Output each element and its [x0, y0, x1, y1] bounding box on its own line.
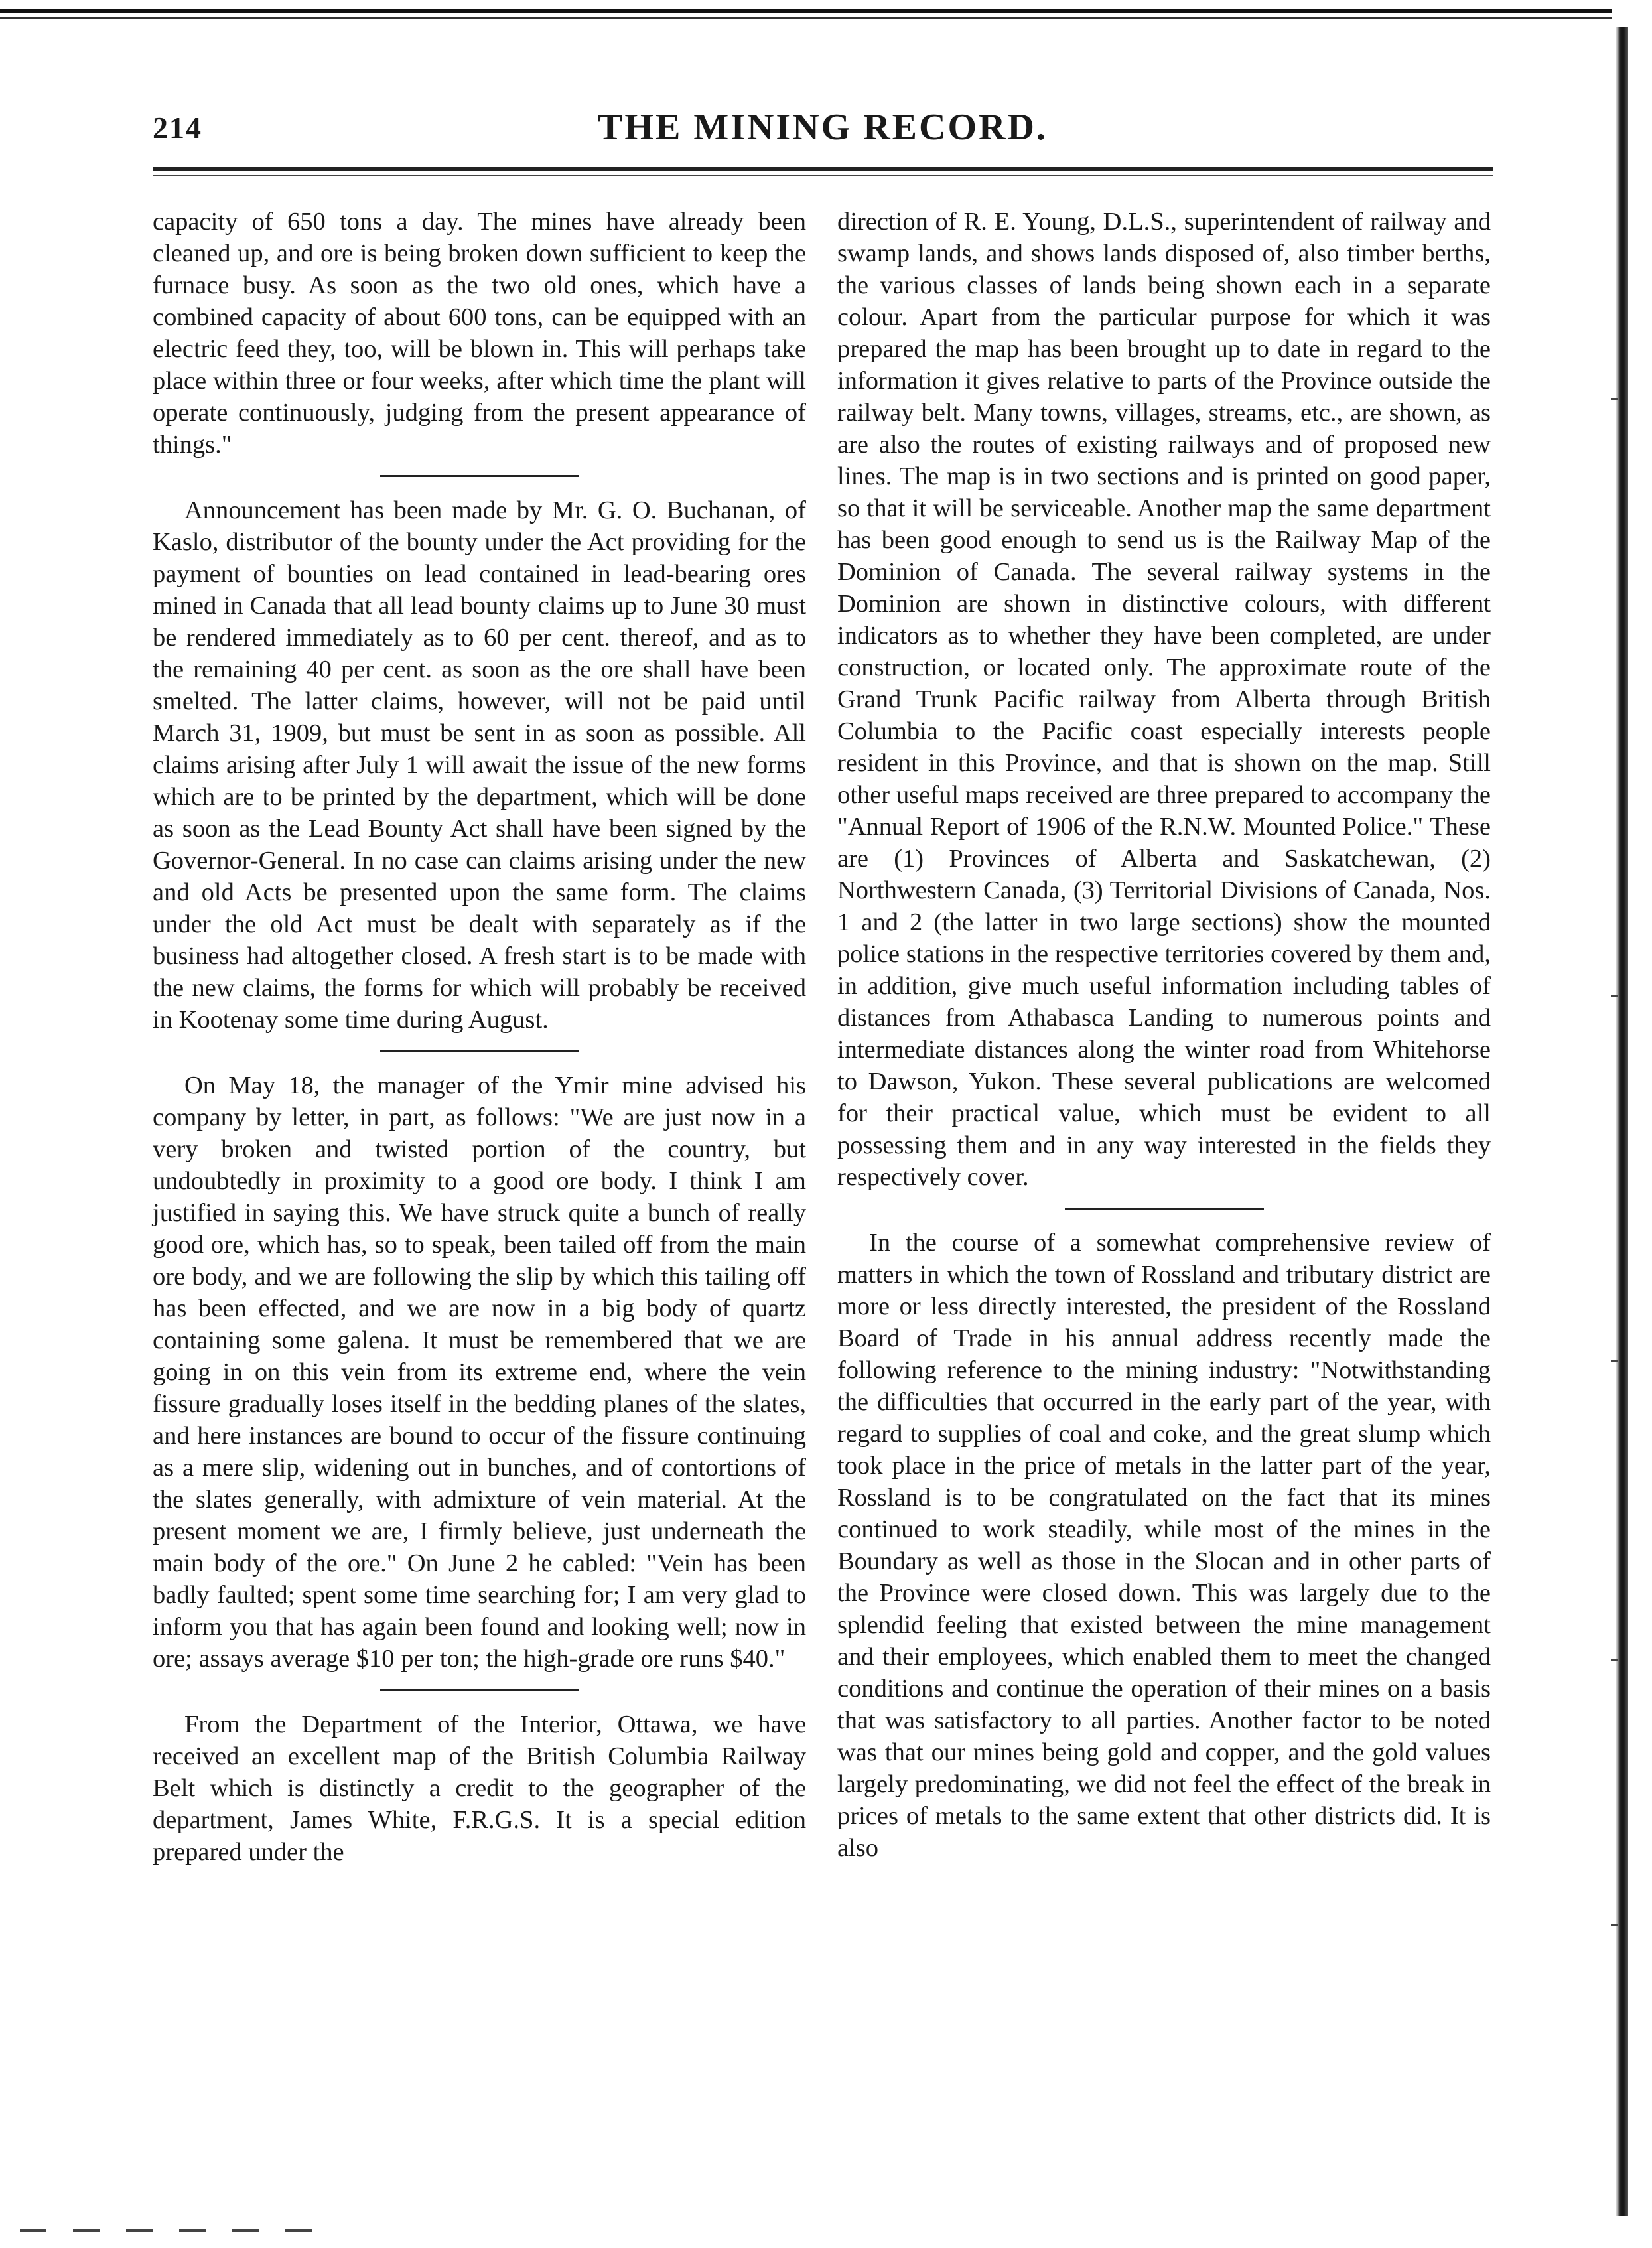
left-column [153, 206, 806, 1868]
binding-edge-tick [1611, 1659, 1618, 1661]
footer-marks [20, 2229, 325, 2232]
right-column [837, 206, 1491, 1864]
binding-edge-tick [1611, 1360, 1618, 1362]
header-rule-thin [153, 175, 1493, 176]
page-binding-edge [1616, 27, 1628, 2216]
header-rule [153, 167, 1493, 171]
binding-edge-tick [1611, 995, 1618, 997]
running-title: THE MINING RECORD. [598, 107, 1048, 148]
page-number: 214 [153, 111, 202, 145]
section-divider [380, 1050, 579, 1052]
article-paragraph: capacity of 650 tons a day. The mines have already been cleaned up, and ore is being broken down sufficient to keep the furnace busy. As soon as the two old ones, which have a combined capacity of about 600 tons, can be equipped with an electric feed they, too, will be blown in. This will perhaps take place within three or four weeks, after which time the plant will operate continuously, judging from the present appearance of things." [153, 208, 806, 458]
article-paragraph: direction of R. E. Young, D.L.S., superintendent of railway and swamp lands, and shows lands disposed of, also timber berths, the various classes of lands being shown each in a separate colour. Apart from the particular purpose for which it was prepared the map has been brought up to date in regard to the information it gives relative to parts of the Province outside the railway belt. Many towns, villages, streams, etc., are shown, as are also the routes of existing railways and of proposed new lines. The map is in two sections and is printed on good paper, so that it will be serviceable. Another map the same department has been good enough to send us is the Railway Map of the Dominion of Canada. The several railway systems in the Dominion are shown in distinctive colours, with different indicators as to whether they have been completed, are under construction, or located only. The approximate route of the Grand Trunk Pacific railway from Alberta through British Columbia to the Pacific coast especially interests people resident in this Province, and that is shown on the map. Still other useful maps received are three prepared to accompany the "Annual Report of 1906 of the R.N.W. Mounted Police." These are (1) Provinces of Alberta and Saskatchewan, (2) Northwestern Canada, (3) Territorial Divisions of Canada, Nos. 1 and 2 (the latter in two large sections) show the mounted police stations in the respective territories covered by them and, in addition, give much useful information including tables of distances from Athabasca Landing to numerous points and intermediate distances along the winter road from Whitehorse to Dawson, Yukon. These several publications are welcomed for their practical value, which must be evident to all possessing them and in any way interested in the fields they respectively cover. [837, 208, 1491, 1191]
section-divider [380, 475, 579, 477]
article-paragraph: On May 18, the manager of the Ymir mine advised his company by letter, in part, as follows: "We are just now in a very broken and twisted portion of the country, but undoubtedly in proximity to a good ore body. I think I am justified in saying this. We have struck quite a bunch of really good ore, which has, so to speak, been tailed off from the main ore body, and we are following the slip by which this tailing off has been effected, and we are now in a big body of quartz containing some galena. It must be remembered that we are going in on this vein from its extreme end, where the vein fissure gradually loses itself in the bedding planes of the slates, and here instances are bound to occur of the fissure continuing as a mere slip, widening out in bunches, and of contortions of the slates generally, with admixture of vein material. At the present moment we are, I firmly believe, just underneath the main body of the ore." On June 2 he cabled: "Vein has been badly faulted; spent some time searching for; I am very glad to inform you that has again been found and looking well; now in ore; assays average $10 per ton; the high-grade ore runs $40." [153, 1072, 806, 1673]
binding-edge-tick [1611, 398, 1618, 400]
article-paragraph: From the Department of the Interior, Ottawa, we have received an excellent map of the British Columbia Railway Belt which is distinctly a credit to the geographer of the department, James White, F.R.G.S. It is a special edition prepared under the [153, 1711, 806, 1866]
binding-edge-tick [1611, 1924, 1618, 1926]
top-border-rule-thin [0, 17, 1612, 19]
article-paragraph: Announcement has been made by Mr. G. O. Buchanan, of Kaslo, distributor of the bounty under the Act providing for the payment of bounties on lead contained in lead-bearing ores mined in Canada that all lead bounty claims up to June 30 must be rendered immediately as to 60 per cent. thereof, and as to the remaining 40 per cent. as soon as the ore shall have been smelted. The latter claims, however, will not be paid until March 31, 1909, but must be sent in as soon as possible. All claims arising after July 1 will await the issue of the new forms which are to be printed by the department, which will be done as soon as the Lead Bounty Act shall have been signed by the Governor-General. In no case can claims arising under the new and old Acts be presented upon the same form. The claims under the old Act must be dealt with separately as if the business had altogether closed. A fresh start is to be made with the new claims, the forms for which will probably be received in Kootenay some time during August. [153, 496, 806, 1034]
section-divider [380, 1689, 579, 1691]
top-border-rule [0, 9, 1612, 13]
section-divider [1065, 1208, 1264, 1210]
page-header [153, 106, 1493, 159]
article-paragraph: In the course of a somewhat comprehensive review of matters in which the town of Rossland and tributary district are more or less directly interested, the president of the Rossland Board of Trade in his annual address recently made the following reference to the mining industry: "Notwithstanding the difficulties that occurred in the early part of the year, with regard to supplies of coal and coke, and the great slump which took place in the price of metals in the latter part of the year, Rossland is to be congratulated on the fact that its mines continued to work steadily, while most of the mines in the Boundary as well as those in the Slocan and in other parts of the Province were closed down. This was largely due to the splendid feeling that existed between the mine management and their employees, which enabled them to meet the changed conditions and continue the operation of their mines on a basis that was satisfactory to all parties. Another factor to be noted was that our mines being gold and copper, and the gold values largely predominating, we did not feel the effect of the break in prices of metals to the same extent that other districts did. It is also [837, 1229, 1491, 1862]
